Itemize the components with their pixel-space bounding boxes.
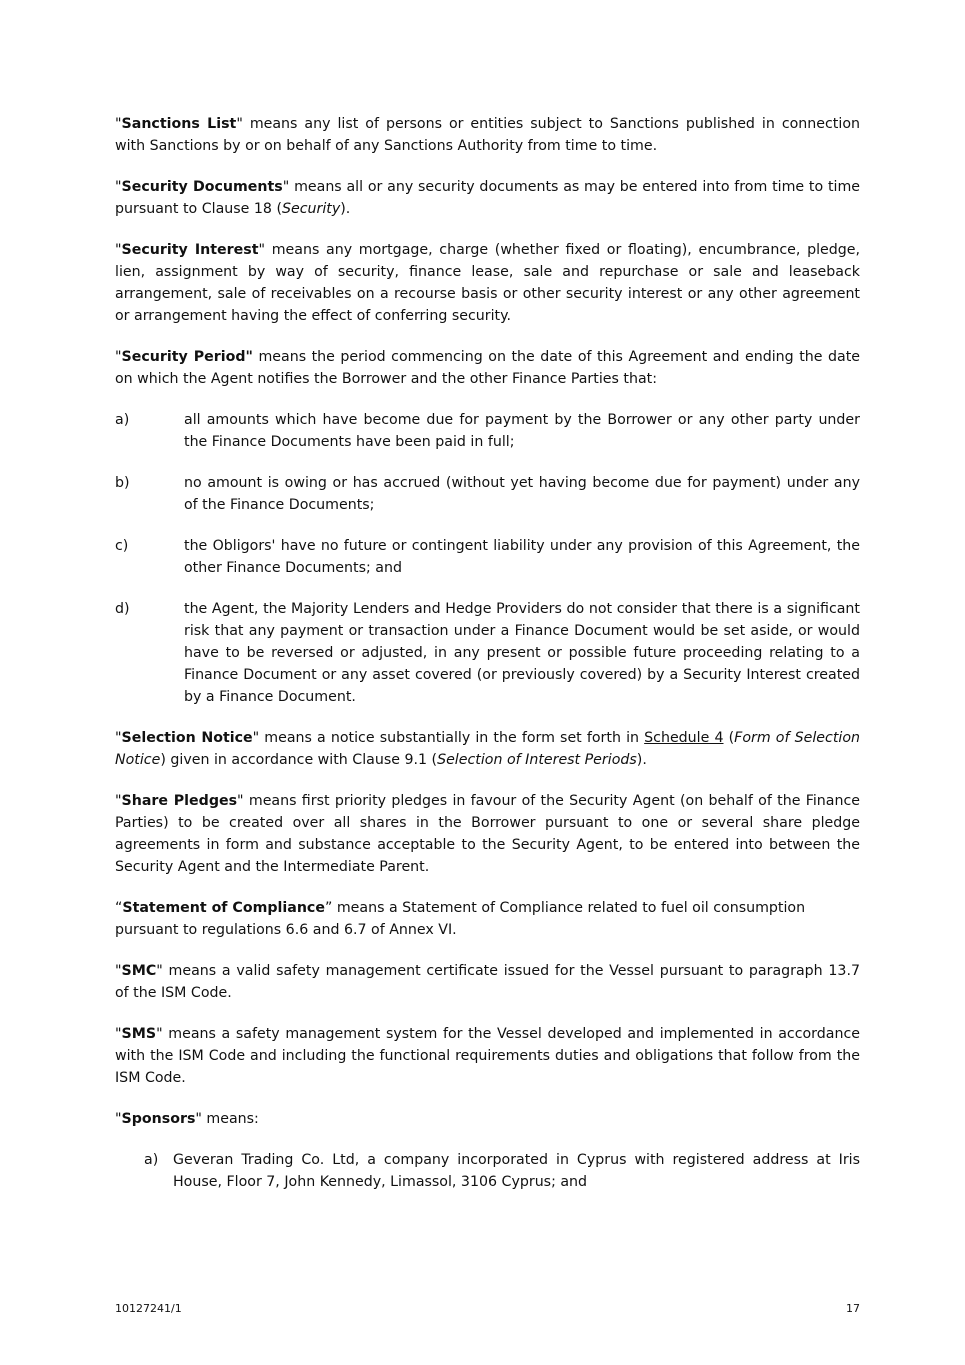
- term: Share Pledges: [121, 793, 238, 809]
- term: Statement of Compliance: [122, 900, 325, 916]
- page-number: 17: [846, 1302, 860, 1315]
- definition-statement-of-compliance: “Statement of Compliance” means a Statement of Compliance related to fuel oil consumption pursuant to regulations 6.6 and 6.7 of Annex VI.: [115, 900, 806, 938]
- term: Sanctions List: [121, 116, 237, 132]
- term: Selection Notice: [121, 730, 253, 746]
- definition-smc: "SMC" means a valid safety management certificate issued for the Vessel pursuant to paragraph 13.7 of the ISM Code.: [115, 963, 860, 1001]
- term: Security Documents: [121, 179, 283, 195]
- term: Security Interest: [121, 242, 259, 258]
- list-item: a) Geveran Trading Co. Ltd, a company incorporated in Cyprus with registered address at Iris House, Floor 7, John Kennedy, Limassol, 3106 Cyprus; and: [144, 1152, 860, 1190]
- list-item: c) the Obligors' have no future or contingent liability under any provision of this Agreement, the other Finance Documents; and: [115, 538, 860, 576]
- definition-security-interest: "Security Interest" means any mortgage, charge (whether fixed or floating), encumbrance, pledge, lien, assignment by way of security, finance lease, sale and repurchase or sale and leaseback arrangement, sale of receivables on a recourse basis or other security interest or any other agreement or arrangement having the effect of conferring security.: [115, 242, 860, 324]
- term: Sponsors: [121, 1111, 196, 1127]
- definition-share-pledges: "Share Pledges" means first priority pledges in favour of the Security Agent (on behalf of the Finance Parties) to be created over all shares in the Borrower pursuant to one or several share pledge agreements in form and substance acceptable to the Security Agent, to be entered into between the Security Agent and the Intermediate Parent.: [115, 793, 861, 875]
- document-body: [115, 113, 860, 1212]
- schedule-link[interactable]: Schedule 4: [644, 730, 724, 746]
- definition-security-documents: "Security Documents" means all or any security documents as may be entered into from time to time pursuant to Clause 18 (Security).: [115, 179, 860, 217]
- definition-sponsors: "Sponsors" means:: [115, 1111, 259, 1127]
- term: SMC: [121, 963, 157, 979]
- definition-selection-notice: "Selection Notice" means a notice substantially in the form set forth in Schedule 4 (Form of Selection Notice) given in accordance with Clause 9.1 (Selection of Interest Periods).: [115, 730, 860, 768]
- definition-security-period: "Security Period" means the period commencing on the date of this Agreement and ending the date on which the Agent notifies the Borrower and the other Finance Parties that:: [115, 349, 861, 387]
- page-footer: [115, 1302, 860, 1315]
- definition-sanctions-list: "Sanctions List" means any list of persons or entities subject to Sanctions published in connection with Sanctions by or on behalf of any Sanctions Authority from time to time.: [115, 116, 860, 154]
- definition-sms: "SMS" means a safety management system for the Vessel developed and implemented in accordance with the ISM Code and including the functional requirements duties and obligations that follow from the ISM Code.: [115, 1026, 860, 1086]
- term: Security Period": [121, 349, 253, 365]
- term: SMS: [121, 1026, 157, 1042]
- list-item: a) all amounts which have become due for payment by the Borrower or any other party under the Finance Documents have been paid in full;: [115, 412, 860, 450]
- list-item: d) the Agent, the Majority Lenders and Hedge Providers do not consider that there is a significant risk that any payment or transaction under a Finance Document would be set aside, or would have to be reversed or adjusted, in any present or possible future proceeding relating to a Finance Document or any asset covered (or previously covered) by a Security Interest created by a Finance Document.: [115, 601, 860, 705]
- list-item: b) no amount is owing or has accrued (without yet having become due for payment) under any of the Finance Documents;: [115, 475, 860, 513]
- document-reference: 10127241/1: [115, 1302, 182, 1315]
